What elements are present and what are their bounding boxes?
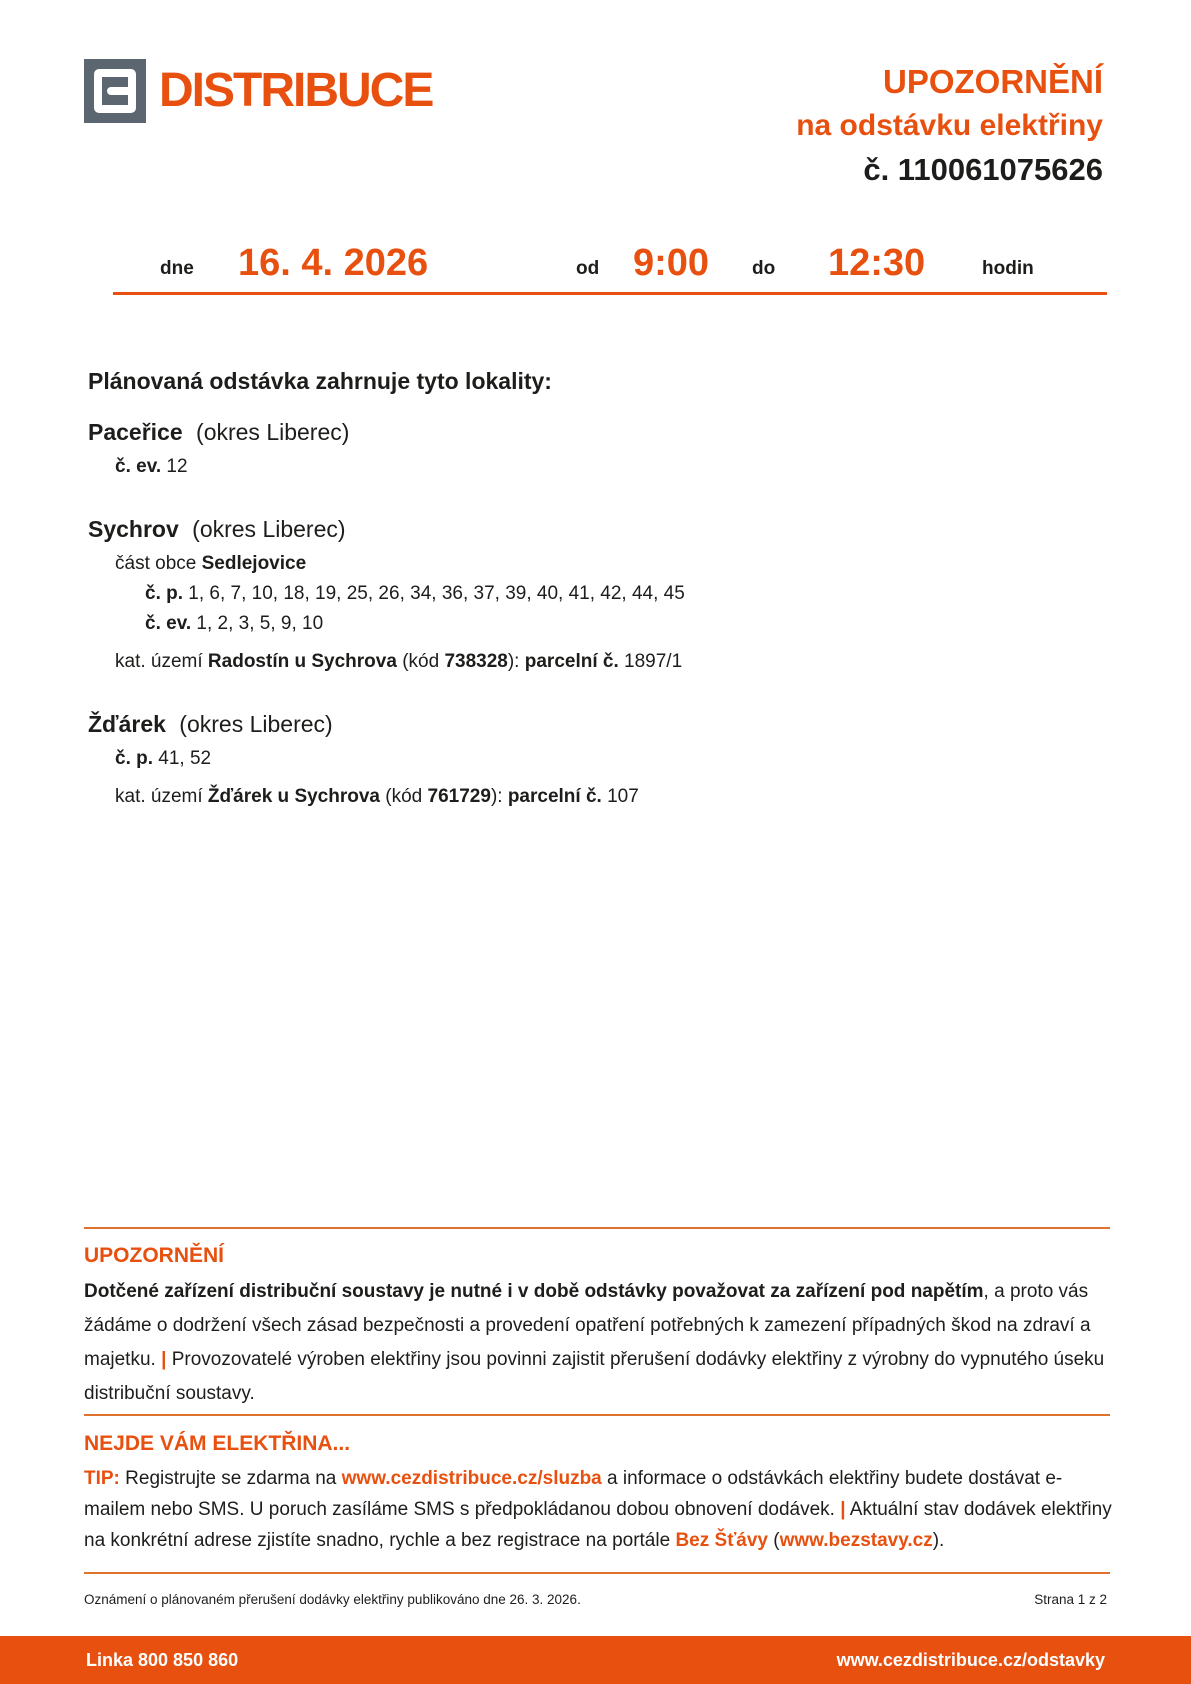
parcel-value: 1897/1 — [618, 651, 683, 672]
page-number: Strana 1 z 2 — [1034, 1592, 1107, 1607]
help-text: a informace o odstávkách elektřiny budete dostávat e-mailem nebo SMS. U poruch zasíláme SMS s předpokládanou dobou obnovení dodávek. — [84, 1468, 1063, 1520]
footer-phone: Linka 800 850 860 — [86, 1649, 239, 1670]
help-text: ( — [768, 1530, 780, 1551]
cadastre-kod-prefix: (kód — [396, 651, 445, 672]
cez-logo-e-glyph — [94, 69, 136, 113]
schedule-divider — [113, 292, 1107, 295]
warning-heading: UPOZORNĚNÍ — [84, 1244, 225, 1267]
locality-city-line — [88, 419, 1110, 446]
cadastre-prefix: kat. území — [115, 651, 208, 672]
locality-zdarek — [88, 711, 1110, 812]
notice-subtitle: na odstávku elektřiny — [796, 109, 1103, 142]
locality-part-row — [115, 549, 1110, 579]
cadastre-area: Žďárek u Sychrova — [207, 786, 380, 807]
help-text: ). — [932, 1530, 945, 1551]
locality-city-line — [88, 516, 1110, 543]
schedule-date: 16. 4. 2026 — [238, 242, 429, 284]
help-heading: NEJDE VÁM ELEKTŘINA... — [84, 1432, 351, 1455]
locality-city-name: Paceřice — [88, 419, 183, 445]
brand — [84, 59, 432, 123]
sluzba-link[interactable]: www.cezdistribuce.cz/sluzba — [341, 1468, 602, 1489]
parcel-label: parcelní č. — [524, 651, 619, 672]
bezstavy-url-link[interactable]: www.bezstavy.cz — [779, 1530, 933, 1551]
warning-text: Provozovatelé výroben elektřiny jsou povinni zajistit přerušení dodávky elektřiny z výrobny do vypnutého úseku distribuční soustavy. — [84, 1349, 1105, 1404]
tip-label: TIP: — [84, 1468, 120, 1489]
section-divider — [84, 1414, 1110, 1416]
cadastre-kod: 738328 — [444, 651, 508, 672]
help-section — [84, 1432, 1112, 1556]
locality-cadastre-row — [115, 782, 1110, 812]
part-label: část obce — [115, 553, 202, 574]
warning-text: , a proto vás žádáme o dodržení všech zásad bezpečnosti a provedení opatření potřebných k zamezení případných škod na zdraví a majetku. — [84, 1281, 1091, 1370]
row-value: 1, 2, 3, 5, 9, 10 — [191, 613, 324, 634]
parcel-value: 107 — [601, 786, 639, 807]
row-label: č. p. — [115, 748, 154, 769]
locality-row — [145, 609, 1110, 639]
cadastre-separator: ): — [507, 651, 525, 672]
warning-lead: Dotčené zařízení distribuční soustavy je nutné i v době odstávky považovat za zařízení pod napětím — [84, 1281, 984, 1302]
row-label: č. p. — [145, 583, 184, 604]
locality-city-region: (okres Liberec) — [179, 711, 333, 737]
notice-title-block — [796, 60, 1103, 192]
publication-note: Oznámení o plánovaném přerušení dodávky elektřiny publikováno dne 26. 3. 2026. — [84, 1592, 581, 1607]
locality-row — [115, 744, 1110, 774]
cez-logo-icon — [84, 59, 146, 123]
localities-heading: Plánovaná odstávka zahrnuje tyto lokality: — [88, 368, 552, 394]
footer-url-link[interactable]: www.cezdistribuce.cz/odstavky — [836, 1649, 1105, 1670]
parcel-label: parcelní č. — [507, 786, 602, 807]
section-divider — [84, 1227, 1110, 1229]
locality-city-name: Sychrov — [88, 516, 179, 542]
locality-row — [115, 452, 1110, 482]
row-value: 1, 6, 7, 10, 18, 19, 25, 26, 34, 36, 37, 39, 40, 41, 42, 44, 45 — [183, 583, 685, 604]
schedule-time-to: 12:30 — [828, 242, 926, 284]
row-value: 12 — [161, 456, 188, 477]
brand-name: DISTRIBUCE — [159, 64, 433, 117]
row-label: č. ev. — [145, 613, 192, 634]
warning-section — [84, 1244, 1112, 1411]
locality-cadastre-row — [115, 647, 1110, 677]
footnote-divider — [84, 1572, 1110, 1574]
schedule-time-from: 9:00 — [633, 242, 710, 284]
cadastre-prefix: kat. území — [115, 786, 208, 807]
locality-city-name: Žďárek — [88, 711, 166, 737]
cadastre-area: Radostín u Sychrova — [207, 651, 397, 672]
cadastre-kod: 761729 — [427, 786, 491, 807]
notice-title: UPOZORNĚNÍ — [882, 63, 1103, 100]
locality-row — [145, 579, 1110, 609]
locality-city-line — [88, 711, 1110, 738]
footer-bar — [0, 1636, 1191, 1684]
help-paragraph — [84, 1463, 1112, 1556]
part-name: Sedlejovice — [201, 553, 307, 574]
schedule-od-label: od — [576, 258, 600, 279]
warning-paragraph — [84, 1275, 1112, 1411]
locality-city-region: (okres Liberec) — [196, 419, 350, 445]
localities-section — [88, 368, 1110, 846]
help-text: Registrujte se zdarma na — [119, 1468, 342, 1489]
help-text: Aktuální stav dodávek elektřiny na konkrétní adrese zjistíte snadno, rychle a bez registrace na portále — [84, 1499, 1112, 1551]
schedule-hodin-label: hodin — [982, 258, 1034, 279]
schedule-dne-label: dne — [160, 258, 194, 279]
pipe-separator: | — [161, 1349, 167, 1370]
locality-city-region: (okres Liberec) — [192, 516, 346, 542]
cadastre-separator: ): — [490, 786, 508, 807]
row-value: 41, 52 — [153, 748, 212, 769]
locality-sychrov — [88, 516, 1110, 677]
bezstavy-name-link[interactable]: Bez Šťávy — [675, 1530, 768, 1551]
notice-number: č. 110061075626 — [863, 152, 1103, 187]
footnote-row — [84, 1592, 1107, 1607]
cadastre-kod-prefix: (kód — [380, 786, 428, 807]
schedule-do-label: do — [752, 258, 776, 279]
locality-pacerice — [88, 419, 1110, 482]
row-label: č. ev. — [115, 456, 162, 477]
pipe-separator: | — [840, 1499, 846, 1520]
